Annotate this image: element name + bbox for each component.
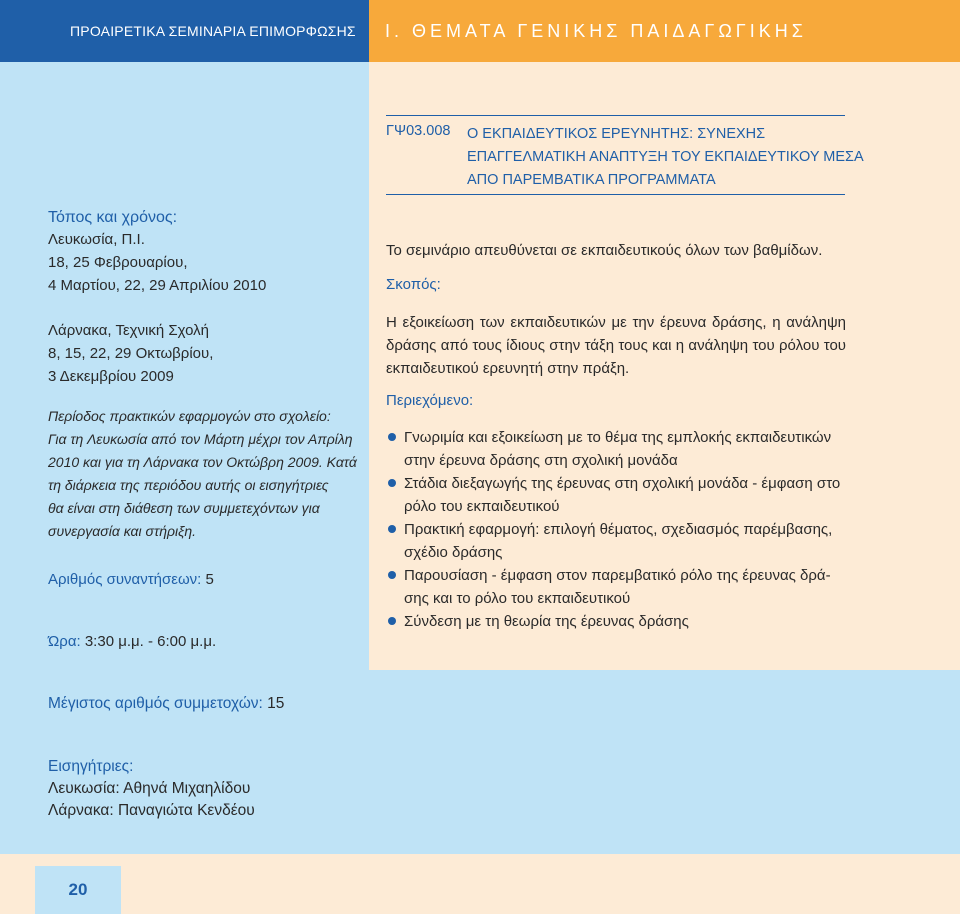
practice-line: 2010 και για τη Λάρνακα τον Οκτώβρη 2009. Κατά: [48, 454, 357, 470]
list-item: [386, 564, 846, 610]
max-participants-value: 15: [267, 695, 285, 712]
purpose-label: Σκοπός:: [386, 276, 441, 293]
list-item-line: Στάδια διεξαγωγής της έρευνας στη σχολική μονάδα - έμφαση στο: [404, 475, 841, 492]
meetings-value: 5: [205, 571, 214, 588]
list-item-line: ρόλο του εκπαιδευτικού: [404, 498, 560, 515]
header-section-title: Ι. ΘΕΜΑΤΑ ΓΕΝΙΚΗΣ ΠΑΙΔΑΓΩΓΙΚΗΣ: [369, 0, 960, 62]
audience-text: Το σεμινάριο απευθύνεται σε εκπαιδευτικούς όλων των βαθμίδων.: [386, 242, 823, 259]
bullet-icon: [388, 479, 396, 487]
place-line: 4 Μαρτίου, 22, 29 Απριλίου 2010: [48, 277, 267, 294]
meetings-row: [48, 569, 214, 591]
presenters-label: Εισηγήτριες:: [48, 758, 134, 775]
list-item-line: Πρακτική εφαρμογή: επιλογή θέματος, σχεδιασμός παρέμβασης,: [404, 521, 833, 538]
purpose-text: Η εξοικείωση των εκπαιδευτικών με την έρευνα δράσης, η ανάληψη δράσης από τους ίδιους στην τάξη τους και η ανάληψη του ρόλου του εκπαιδευτικού ερευνητή στην πράξη.: [386, 314, 846, 377]
list-item: [386, 610, 846, 633]
list-item-line: Σύνδεση με τη θεωρία της έρευνας δράσης: [404, 613, 689, 630]
list-item-line: σης και το ρόλο του εκπαιδευτικού: [404, 590, 631, 607]
place-line: Λάρνακα, Τεχνική Σχολή: [48, 322, 210, 339]
list-item-line: Γνωριμία και εξοικείωση με το θέμα της εμπλοκής εκπαιδευτικών: [404, 429, 832, 446]
seminar-code: ΓΨ03.008: [386, 123, 451, 139]
presenter-line: Λάρνακα: Παναγιώτα Κενδέου: [48, 802, 255, 819]
meetings-label: Αριθμός συναντήσεων:: [48, 571, 202, 588]
list-item: [386, 472, 846, 518]
list-item: [386, 518, 846, 564]
seminar-title: Ο ΕΚΠΑΙΔΕΥΤΙΚΟΣ ΕΡΕΥΝΗΤΗΣ: ΣΥΝΕΧΗΣ ΕΠΑΓΓΕΛΜΑΤΙΚΗ ΑΝΑΠΤΥΞΗ ΤΟΥ ΕΚΠΑΙΔΕΥΤΙΚΟΥ ΜΕΣΑ ΑΠΟ ΠΑΡΕΜΒΑΤΙΚΑ ΠΡΟΓΡΑΜΜΑΤΑ: [467, 126, 863, 188]
place-line: Λευκωσία, Π.Ι.: [48, 231, 145, 248]
title-rule-bottom: [386, 194, 845, 195]
place-line: 3 Δεκεμβρίου 2009: [48, 368, 174, 385]
time-row: [48, 631, 216, 653]
practice-line: Περίοδος πρακτικών εφαρμογών στο σχολείο:: [48, 408, 331, 424]
list-item-line: Παρουσίαση - έμφαση στον παρεμβατικό ρόλο της έρευνας δρά-: [404, 567, 831, 584]
bullet-icon: [388, 433, 396, 441]
presenter-line: Λευκωσία: Αθηνά Μιχαηλίδου: [48, 780, 251, 797]
page-number: 20: [35, 866, 121, 914]
bullet-icon: [388, 571, 396, 579]
list-item-line: στην έρευνα δράσης στη σχολική μονάδα: [404, 452, 678, 469]
header-series-title: ΠΡΟΑΙΡΕΤΙΚΑ ΣΕΜΙΝΑΡΙΑ ΕΠΙΜΟΡΦΩΣΗΣ: [0, 0, 369, 62]
time-label: Ώρα:: [48, 633, 81, 650]
place-line: 18, 25 Φεβρουαρίου,: [48, 254, 188, 271]
footer: [0, 854, 960, 914]
practice-line: θα είναι στη διάθεση των συμμετεχόντων για: [48, 500, 320, 516]
title-rule-top: [386, 115, 845, 116]
content-label: Περιεχόμενο:: [386, 392, 474, 409]
place-line: 8, 15, 22, 29 Οκτωβρίου,: [48, 345, 214, 362]
list-item-line: σχέδιο δράσης: [404, 544, 503, 561]
max-participants-label: Μέγιστος αριθμός συμμετοχών:: [48, 695, 263, 712]
bullet-icon: [388, 617, 396, 625]
practice-line: τη διάρκεια της περιόδου αυτής οι εισηγήτριες: [48, 477, 329, 493]
time-value: 3:30 μ.μ. - 6:00 μ.μ.: [84, 633, 217, 650]
content-list: [386, 426, 846, 633]
practice-line: συνεργασία και στήριξη.: [48, 523, 197, 539]
place-label: Τόπος και χρόνος:: [48, 209, 178, 226]
bullet-icon: [388, 525, 396, 533]
practice-line: Για τη Λευκωσία από τον Μάρτη μέχρι τον Απρίλη: [48, 431, 353, 447]
max-participants-row: [48, 693, 284, 715]
list-item: [386, 426, 846, 472]
